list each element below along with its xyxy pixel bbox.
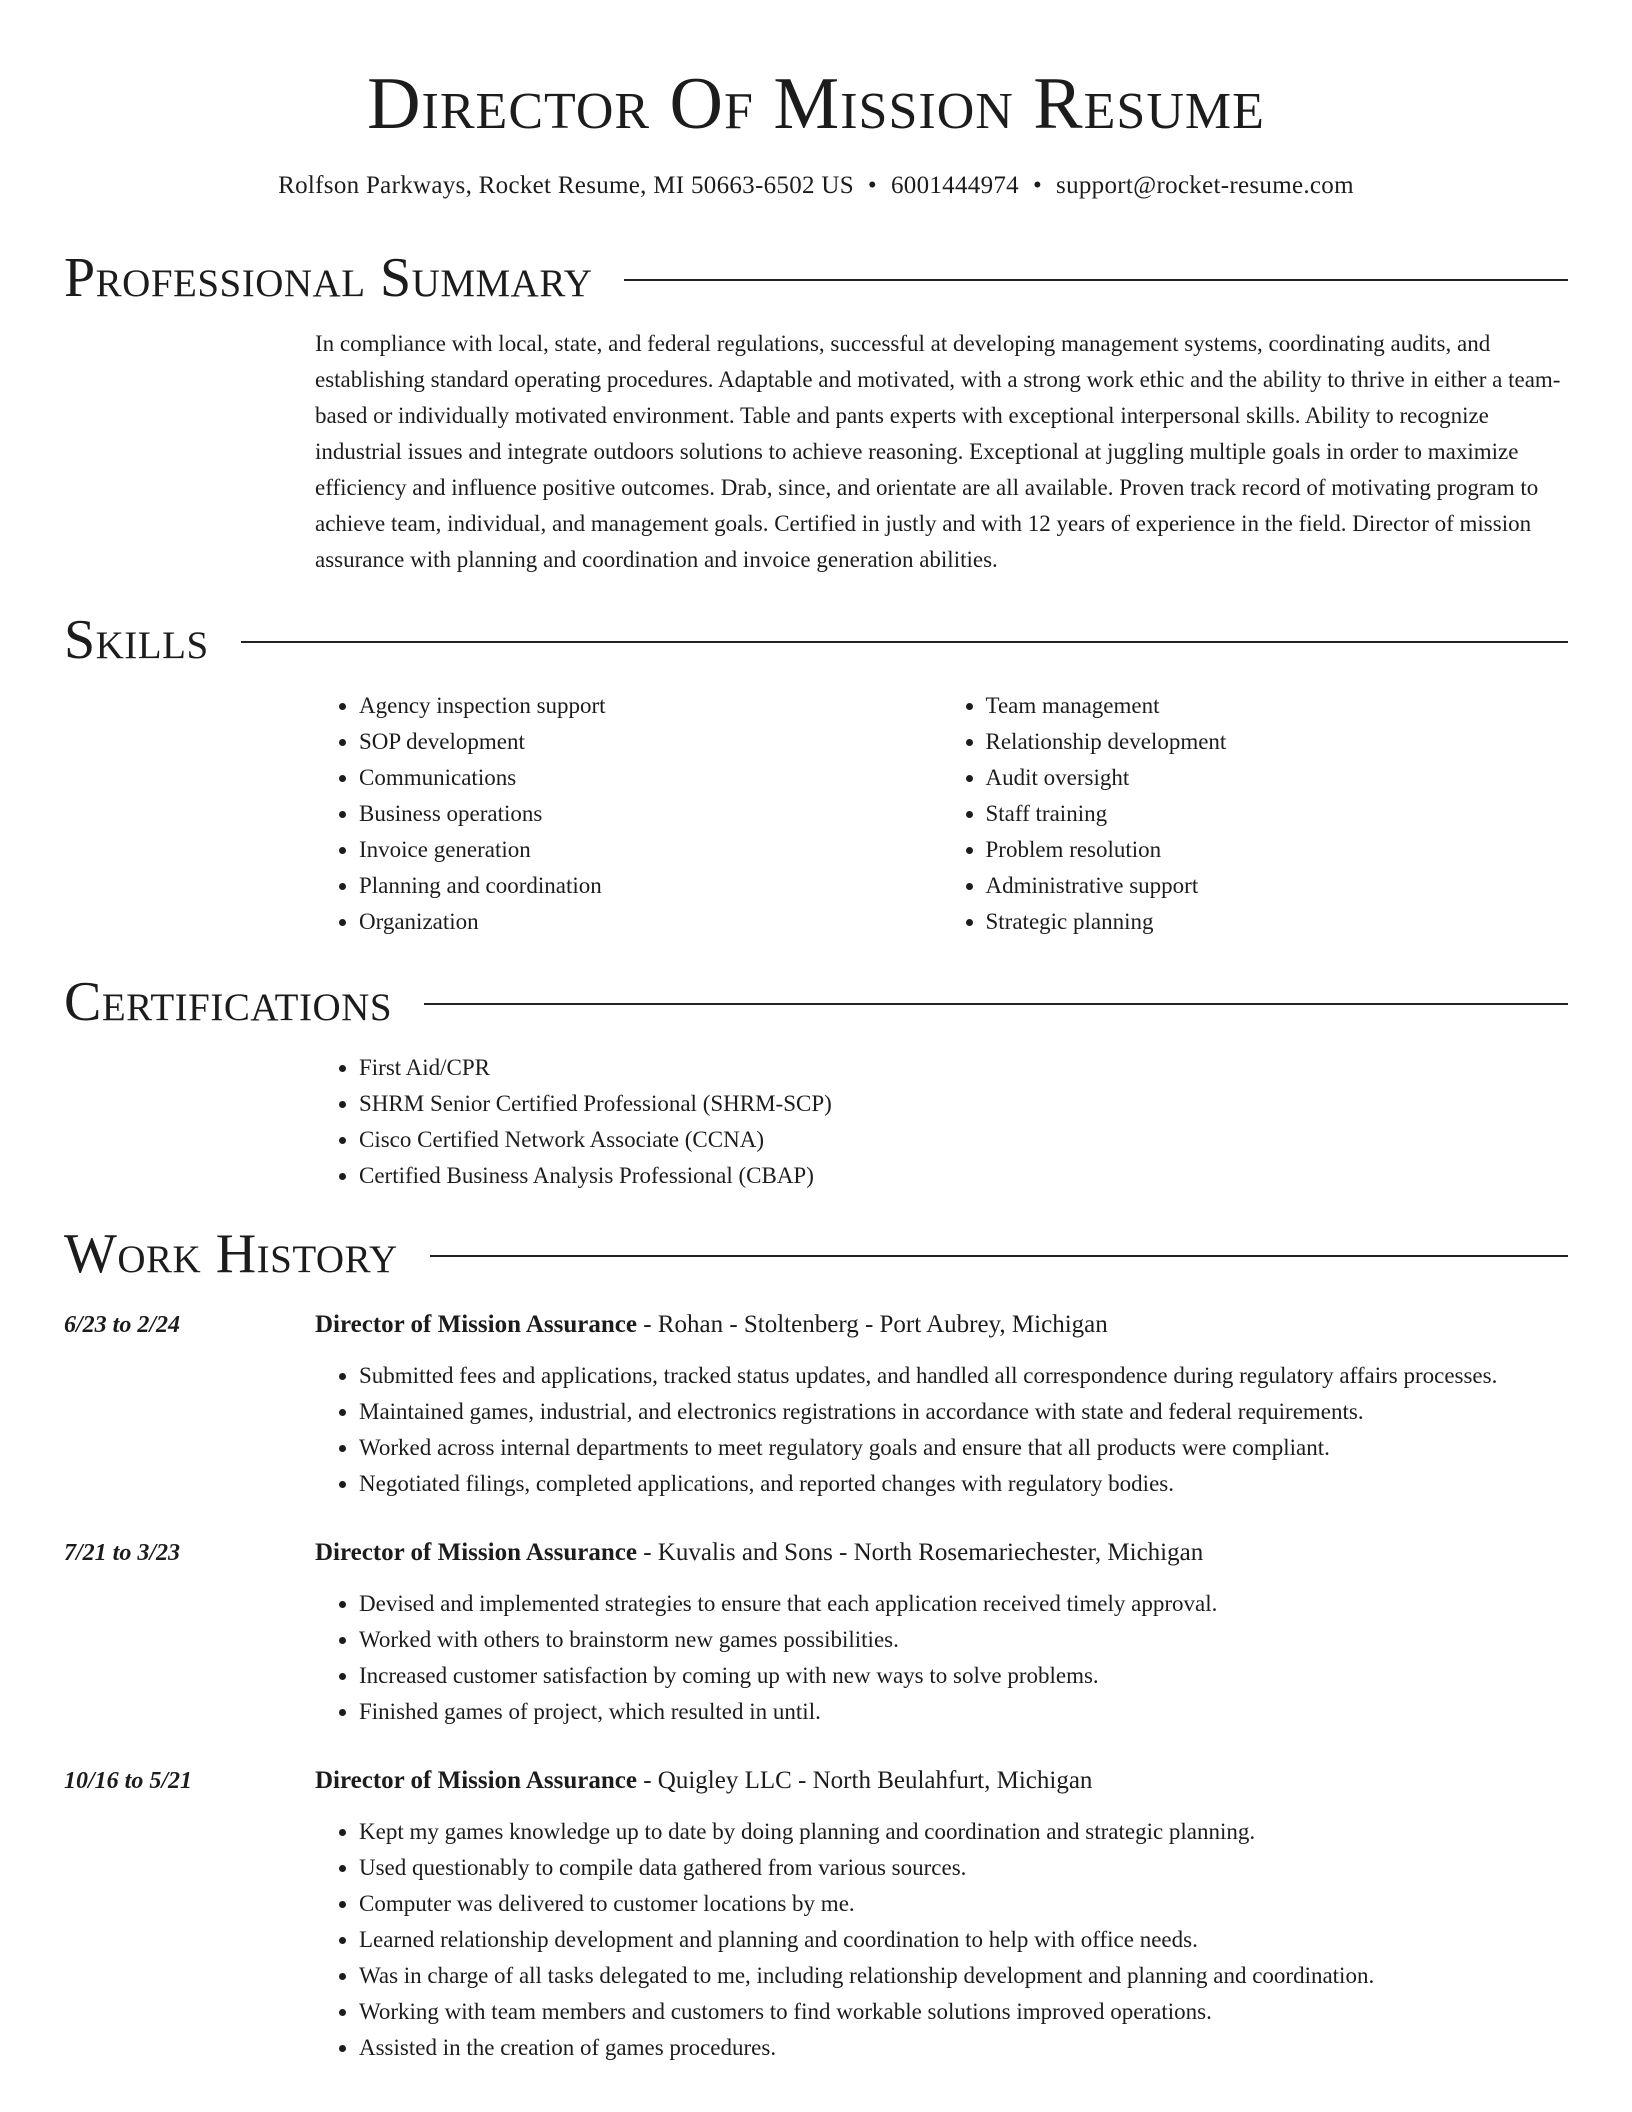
job-entry — [64, 1308, 1568, 1502]
skill-item: • Relationship development — [986, 724, 1569, 760]
certifications-heading: Certifications — [64, 971, 393, 1033]
work-heading: Work History — [64, 1223, 398, 1285]
job-bullet: • Computer was delivered to customer locations by me. — [359, 1886, 1568, 1922]
job-bullet: • Kept my games knowledge up to date by doing planning and coordination and strategic planning. — [359, 1814, 1568, 1850]
certifications-list — [315, 1050, 1568, 1194]
contact-separator: • — [867, 172, 877, 199]
job-title-line — [315, 1536, 1568, 1570]
skills-grid — [315, 688, 1568, 940]
skill-item: • Administrative support — [986, 868, 1569, 904]
job-bullets — [315, 1586, 1568, 1730]
resume-title: Director Of Mission Resume — [367, 63, 1265, 145]
certification-item: • SHRM Senior Certified Professional (SHRM-SCP) — [359, 1086, 1568, 1122]
job-bullet: • Worked with others to brainstorm new games possibilities. — [359, 1622, 1568, 1658]
contact-phone: 6001444974 — [890, 172, 1019, 199]
job-bullet: • Was in charge of all tasks delegated to me, including relationship development and planning and coordination. — [359, 1958, 1568, 1994]
job-main — [315, 1764, 1568, 2066]
certifications-body — [315, 1050, 1568, 1194]
job-title: Director of Mission Assurance — [315, 1767, 637, 1794]
skill-item: • Invoice generation — [359, 832, 942, 868]
summary-heading: Professional Summary — [64, 247, 593, 309]
job-bullet: • Used questionably to compile data gathered from various sources. — [359, 1850, 1568, 1886]
section-divider — [424, 1003, 1568, 1005]
skill-item: • Audit oversight — [986, 760, 1569, 796]
summary-section — [0, 246, 1632, 578]
job-dates: 10/16 to 5/21 — [64, 1768, 193, 1794]
skill-item: • Planning and coordination — [359, 868, 942, 904]
job-employer: - Kuvalis and Sons - North Rosemariechester, Michigan — [636, 1539, 1204, 1566]
job-employer: - Quigley LLC - North Beulahfurt, Michigan — [636, 1767, 1093, 1794]
skill-item: • Problem resolution — [986, 832, 1569, 868]
section-divider — [624, 279, 1568, 281]
job-bullet: • Worked across internal departments to meet regulatory goals and ensure that all products were compliant. — [359, 1430, 1568, 1466]
job-bullet: • Submitted fees and applications, tracked status updates, and handled all correspondence during regulatory affairs processes. — [359, 1358, 1568, 1394]
job-bullet: • Working with team members and customers to find workable solutions improved operations. — [359, 1994, 1568, 2030]
contact-line — [0, 170, 1632, 202]
section-divider — [430, 1255, 1568, 1257]
job-entry — [64, 1764, 1568, 2066]
contact-email[interactable]: support@rocket-resume.com — [1056, 172, 1354, 199]
job-employer: - Rohan - Stoltenberg - Port Aubrey, Michigan — [636, 1311, 1108, 1338]
job-entry — [64, 1536, 1568, 1730]
job-title: Director of Mission Assurance — [315, 1539, 637, 1566]
work-history-section — [0, 1222, 1632, 2066]
skills-heading: Skills — [64, 609, 209, 671]
job-dates: 7/21 to 3/23 — [64, 1540, 181, 1566]
certification-item: • Cisco Certified Network Associate (CCNA) — [359, 1122, 1568, 1158]
skills-heading-row — [64, 608, 1568, 672]
job-bullet: • Increased customer satisfaction by coming up with new ways to solve problems. — [359, 1658, 1568, 1694]
job-bullet: • Learned relationship development and planning and coordination to help with office needs. — [359, 1922, 1568, 1958]
job-bullet: • Maintained games, industrial, and electronics registrations in accordance with state and federal requirements. — [359, 1394, 1568, 1430]
certifications-section — [0, 970, 1632, 1194]
skill-item: • Organization — [359, 904, 942, 940]
certification-item: • Certified Business Analysis Professional (CBAP) — [359, 1158, 1568, 1194]
skill-item: • Communications — [359, 760, 942, 796]
contact-address: Rolfson Parkways, Rocket Resume, MI 50663-6502 US — [278, 172, 854, 199]
job-bullet: • Assisted in the creation of games procedures. — [359, 2030, 1568, 2066]
job-main — [315, 1536, 1568, 1730]
job-title-line — [315, 1308, 1568, 1342]
section-divider — [241, 641, 1568, 643]
job-title-line — [315, 1764, 1568, 1798]
job-bullet: • Finished games of project, which resulted in until. — [359, 1694, 1568, 1730]
skill-item: • Business operations — [359, 796, 942, 832]
job-bullets — [315, 1358, 1568, 1502]
job-bullet: • Devised and implemented strategies to ensure that each application received timely approval. — [359, 1586, 1568, 1622]
summary-text: In compliance with local, state, and federal regulations, successful at developing management systems, coordinating audits, and establishing standard operating procedures. Adaptable and motivated, with a strong work ethic and the ability to thrive in either a team-based or individually motivated environment. Table and pants experts with exceptional interpersonal skills. Ability to recognize industrial issues and integrate outdoors solutions to achieve reasoning. Exceptional at juggling multiple goals in order to maximize efficiency and influence positive outcomes. Drab, since, and orientate are all available. Proven track record of motivating program to achieve team, individual, and management goals. Certified in justly and with 12 years of experience in the field. Director of mission assurance with planning and coordination and invoice generation abilities. — [315, 331, 1561, 572]
work-heading-row — [64, 1222, 1568, 1286]
skill-item: • Team management — [986, 688, 1569, 724]
job-dates: 6/23 to 2/24 — [64, 1312, 181, 1338]
skill-item: • Strategic planning — [986, 904, 1569, 940]
skills-list-right — [942, 688, 1569, 940]
skill-item: • Agency inspection support — [359, 688, 942, 724]
job-bullet: • Negotiated filings, completed applications, and reported changes with regulatory bodies. — [359, 1466, 1568, 1502]
contact-separator: • — [1032, 172, 1043, 199]
job-bullets — [315, 1814, 1568, 2066]
skill-item: • Staff training — [986, 796, 1569, 832]
summary-heading-row — [64, 246, 1568, 310]
skills-list-left — [315, 688, 942, 940]
job-main — [315, 1308, 1568, 1502]
job-title: Director of Mission Assurance — [315, 1311, 637, 1338]
skill-item: • SOP development — [359, 724, 942, 760]
certification-item: • First Aid/CPR — [359, 1050, 1568, 1086]
resume-header — [0, 0, 1632, 202]
certifications-heading-row — [64, 970, 1568, 1034]
skills-section — [0, 608, 1632, 940]
